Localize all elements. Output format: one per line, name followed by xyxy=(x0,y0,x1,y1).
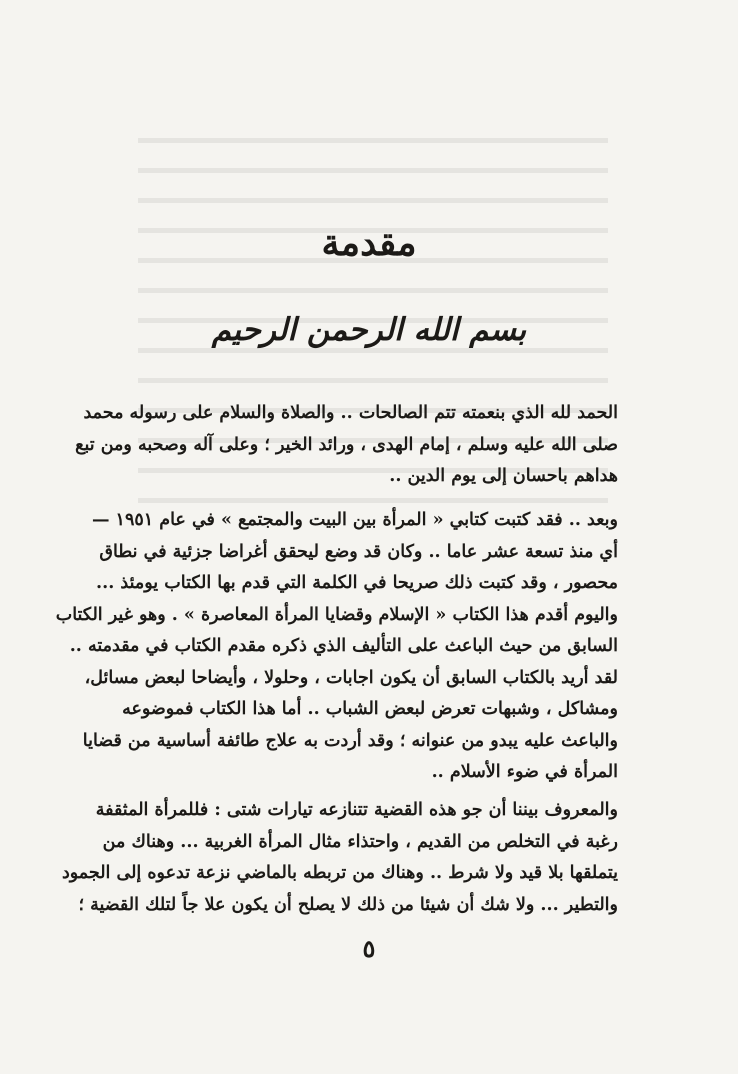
text-line: السابق من حيث الباعث على التأليف الذي ذكره مقدم الكتاب في مقدمته .. xyxy=(69,636,618,656)
paragraph-1 xyxy=(75,398,618,493)
text-line: ومشاكل ، وشبهات تعرض لبعض الشباب .. أما هذا الكتاب فموضوعه xyxy=(122,699,618,719)
text-line: يتملقها بلا قيد ولا شرط .. وهناك من تربطه بالماضي نزعة تدعوه إلى الجمود xyxy=(61,863,618,883)
chapter-heading: مقدمة xyxy=(321,222,417,264)
text-line: هداهم باحسان إلى يوم الدين .. xyxy=(389,466,618,486)
text-line: الحمد لله الذي بنعمته تتم الصالحات .. والصلاة والسلام على رسوله محمد xyxy=(83,403,618,423)
text-line: والمعروف بيننا أن جو هذه القضية تتنازعه تيارات شتى : فللمرأة المثقفة xyxy=(95,800,618,820)
basmala-calligraphy: بسم الله الرحمن الرحيم xyxy=(211,312,527,348)
paragraph-2 xyxy=(55,505,618,789)
text-line: صلى الله عليه وسلم ، إمام الهدى ، ورائد الخير ؛ وعلى آله وصحبه ومن تبع xyxy=(75,434,618,455)
paragraph-3 xyxy=(61,795,618,921)
text-line: المرأة في ضوء الأسلام .. xyxy=(431,762,618,782)
text-line: أي منذ تسعة عشر عاما .. وكان قد وضع ليحقق أغراضا جزئية في نطاق xyxy=(99,541,618,562)
text-line: واليوم أقدم هذا الكتاب « الإسلام وقضايا المرأة المعاصرة » . وهو غير الكتاب xyxy=(55,604,618,625)
text-line: والتطير ... ولا شك أن شيئا من ذلك لا يصلح أن يكون علا جاً لتلك القضية ؛ xyxy=(78,894,618,915)
text-line: محصور ، وقد كتبت ذلك صريحا في الكلمة التي قدم بها الكتاب يومئذ ... xyxy=(96,573,618,593)
page-number: ٥ xyxy=(362,934,376,963)
text-line: لقد أريد بالكتاب السابق أن يكون اجابات ، وحلولا ، وأيضاحا لبعض مسائل، xyxy=(84,667,618,688)
text-line: والباعث عليه يبدو من عنوانه ؛ وقد أردت به علاج طائفة أساسية من قضايا xyxy=(82,730,618,751)
text-line: رغبة في التخلص من القديم ، واحتذاء مثال المرأة الغربية ... وهناك من xyxy=(102,831,618,852)
text-line: وبعد .. فقد كتبت كتابي « المرأة بين البيت والمجتمع » في عام ١٩٥١ — xyxy=(91,510,618,530)
